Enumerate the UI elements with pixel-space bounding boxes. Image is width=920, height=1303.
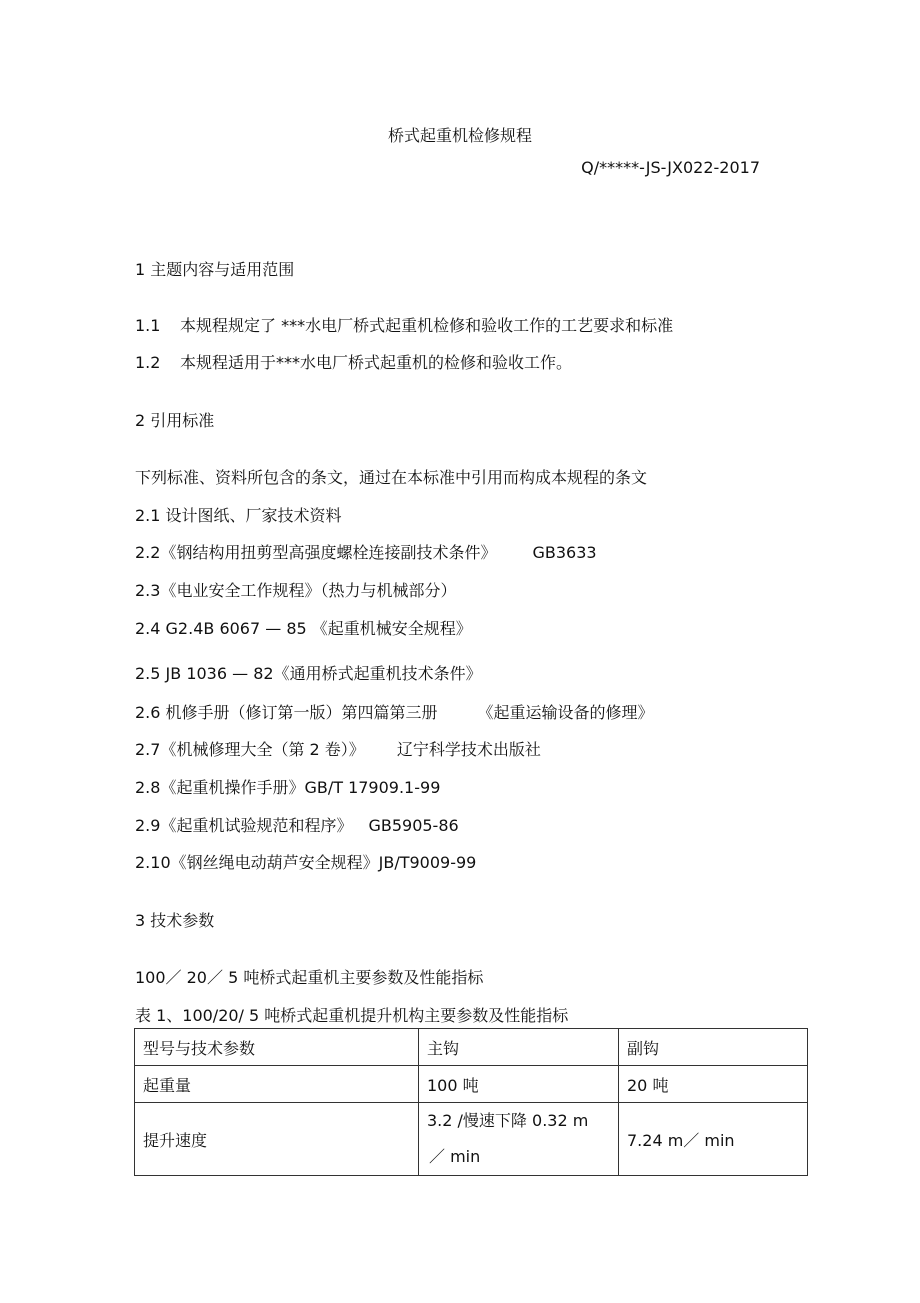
- clause-number: 1.1: [135, 316, 161, 335]
- document-code: Q/*****-JS-JX022-2017: [581, 158, 760, 177]
- reference-text: 2.3《电业安全工作规程》（热力与机械部分）: [135, 581, 457, 600]
- table-row: [135, 1103, 808, 1176]
- table-header-cell: 型号与技术参数: [135, 1029, 419, 1066]
- clause-1-1: [135, 315, 673, 337]
- reference-item: [135, 702, 654, 724]
- reference-text: 2.7《机械修理大全（第 2 卷）》: [135, 740, 365, 759]
- reference-item: [135, 739, 541, 761]
- document-title: 桥式起重机检修规程: [387, 126, 532, 145]
- reference-text: 2.9《起重机试验规范和程序》: [135, 816, 353, 835]
- reference-text: 2.4 G2.4B 6067 — 85 《起重机械安全规程》: [135, 619, 472, 638]
- reference-item: [135, 777, 440, 799]
- reference-text: 2.8《起重机操作手册》GB/T 17909.1-99: [135, 778, 441, 797]
- reference-item: [135, 852, 476, 874]
- parameters-table: [134, 1028, 808, 1176]
- section-heading-3: 3 技术参数: [135, 911, 215, 930]
- table-caption: 表 1、100/20/ 5 吨桥式起重机提升机构主要参数及性能指标: [135, 1006, 569, 1025]
- reference-standard: 《起重运输设备的修理》: [477, 703, 654, 722]
- clause-1-2: [135, 352, 572, 374]
- speed-value: 3.2 /慢速下降 0.32 m: [427, 1111, 589, 1130]
- section-3-subheading: 100／ 20／ 5 吨桥式起重机主要参数及性能指标: [135, 968, 484, 987]
- section-heading-1: 1 主题内容与适用范围: [135, 260, 295, 279]
- reference-item: [135, 580, 456, 602]
- table-cell: 7.24 m／ min: [619, 1103, 808, 1176]
- table-cell: 20 吨: [619, 1066, 808, 1103]
- table-cell: 100 吨: [419, 1066, 619, 1103]
- reference-item: [135, 618, 472, 640]
- reference-standard: 辽宁科学技术出版社: [396, 740, 541, 759]
- table-cell: [419, 1103, 619, 1176]
- speed-unit: ／ min: [429, 1147, 481, 1166]
- reference-item: [135, 542, 597, 564]
- reference-text: 2.10《钢丝绳电动葫芦安全规程》JB/T9009-99: [135, 853, 477, 872]
- table-header-cell: 副钩: [619, 1029, 808, 1066]
- section-2-intro: 下列标准、资料所包含的条文，通过在本标准中引用而构成本规程的条文: [135, 468, 648, 487]
- reference-item: [135, 505, 342, 527]
- reference-standard: GB5905-86: [368, 816, 459, 835]
- table-header-cell: 主钩: [419, 1029, 619, 1066]
- reference-text: 2.2《钢结构用扭剪型高强度螺栓连接副技术条件》: [135, 543, 497, 562]
- section-heading-2: 2 引用标准: [135, 411, 215, 430]
- reference-text: 2.6 机修手册（修订第一版）第四篇第三册: [135, 703, 438, 722]
- table-cell: 提升速度: [135, 1103, 419, 1176]
- table-row: [135, 1066, 808, 1103]
- reference-text: 2.1 设计图纸、厂家技术资料: [135, 506, 342, 525]
- reference-item: [135, 815, 459, 837]
- table-header-row: [135, 1029, 808, 1066]
- table-cell: 起重量: [135, 1066, 419, 1103]
- reference-standard: GB3633: [532, 543, 597, 562]
- clause-number: 1.2: [135, 353, 161, 372]
- reference-text: 2.5 JB 1036 — 82《通用桥式起重机技术条件》: [135, 664, 482, 683]
- clause-text: 本规程适用于***水电厂桥式起重机的检修和验收工作。: [180, 353, 573, 372]
- clause-text: 本规程规定了 ***水电厂桥式起重机检修和验收工作的工艺要求和标准: [180, 316, 674, 335]
- reference-item: [135, 663, 482, 685]
